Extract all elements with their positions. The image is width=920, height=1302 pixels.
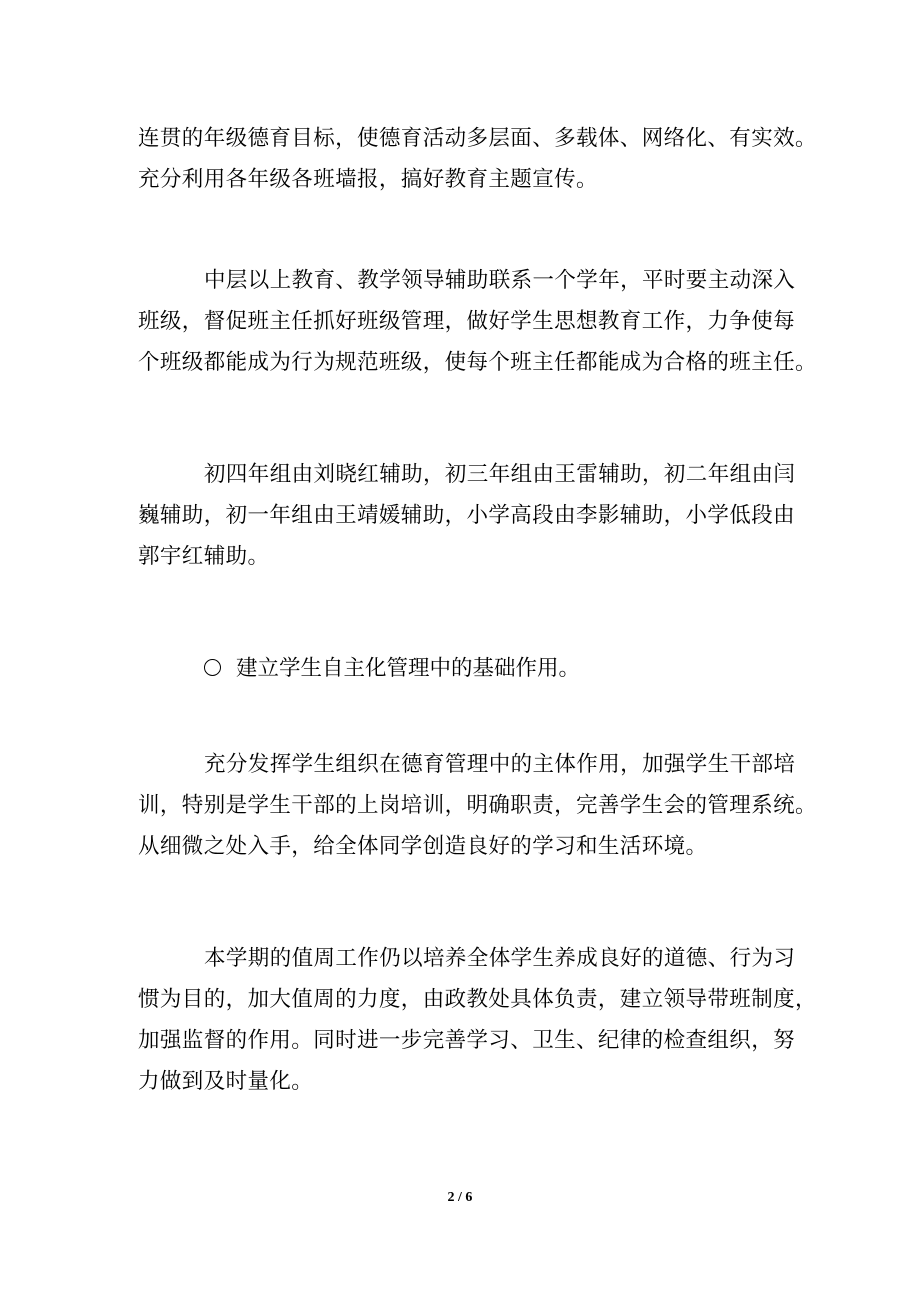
paragraph-3 xyxy=(138,454,796,577)
paragraph-line: 巍辅助，初一年组由王靖媛辅助，小学高段由李影辅助，小学低段由 xyxy=(138,503,796,528)
paragraph-line: 本学期的值周工作仍以培养全体学生养成良好的道德、行为习 xyxy=(204,946,796,971)
paragraph-1 xyxy=(138,118,817,200)
paragraph-line: 力做到及时量化。 xyxy=(138,1069,314,1094)
paragraph-line: 中层以上教育、教学领导辅助联系一个学年，平时要主动深入 xyxy=(204,268,796,293)
paragraph-line: 惯为目的，加大值周的力度，由政教处具体负责，建立领导带班制度， xyxy=(138,987,817,1012)
paragraph-5 xyxy=(138,938,817,1102)
paragraph-line: 充分利用各年级各班墙报，搞好教育主题宣传。 xyxy=(138,167,598,192)
circle-bullet-icon xyxy=(204,659,221,676)
paragraph-line: 初四年组由刘晓红辅助，初三年组由王雷辅助，初二年组由闫 xyxy=(204,462,796,487)
paragraph-2 xyxy=(138,260,817,383)
list-item-heading xyxy=(204,648,580,689)
paragraph-line: 加强监督的作用。同时进一步完善学习、卫生、纪律的检查组织，努 xyxy=(138,1028,796,1053)
page-number: 2 / 6 xyxy=(447,1190,473,1205)
paragraph-line: 训，特别是学生干部的上岗培训，明确职责，完善学生会的管理系统。 xyxy=(138,793,817,818)
paragraph-line: 充分发挥学生组织在德育管理中的主体作用，加强学生干部培 xyxy=(204,752,796,777)
paragraph-line: 个班级都能成为行为规范班级，使每个班主任都能成为合格的班主任。 xyxy=(138,350,817,375)
paragraph-line: 班级，督促班主任抓好班级管理，做好学生思想教育工作，力争使每 xyxy=(138,309,796,334)
paragraph-line: 从细微之处入手，给全体同学创造良好的学习和生活环境。 xyxy=(138,834,708,859)
list-item-text: 建立学生自主化管理中的基础作用。 xyxy=(236,656,581,681)
paragraph-line: 郭宇红辅助。 xyxy=(138,544,270,569)
paragraph-line: 连贯的年级德育目标，使德育活动多层面、多载体、网络化、有实效。 xyxy=(138,126,817,151)
paragraph-4 xyxy=(138,744,817,867)
